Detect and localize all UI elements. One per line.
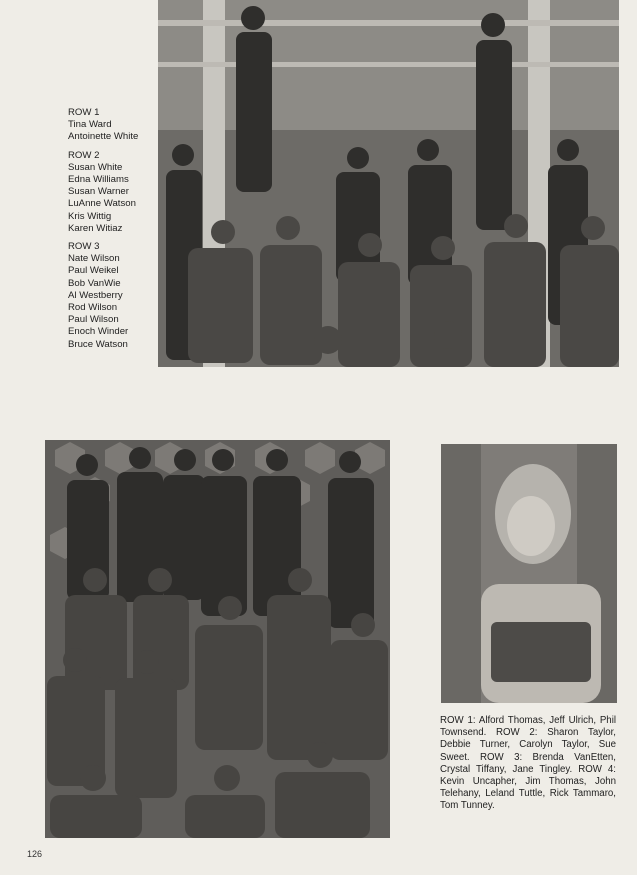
bottom-photo-caption: ROW 1: Alford Thomas, Jeff Ulrich, Phil Townsend. ROW 2: Sharon Taylor, Debbie Turner, Carolyn Taylor, Sue Sweet. ROW 3: Brenda VanEtten, Crystal Tiffany, Jane Tingley. ROW 4: Kevin Uncapher, Jim Thomas, John Telehany, Leland Tuttle, Rick Tammaro, Tom Tunney. xyxy=(440,715,616,812)
caption-name: Paul Weikel xyxy=(68,265,119,277)
caption-name: LuAnne Watson xyxy=(68,198,136,210)
caption-name: Al Westberry xyxy=(68,289,123,301)
caption-name: Antoinette White xyxy=(68,131,139,143)
caption-name: Tina Ward xyxy=(68,119,112,131)
caption-row-heading: ROW 2 xyxy=(68,149,100,161)
caption-name: Bob VanWie xyxy=(68,277,121,289)
caption-name: Nate Wilson xyxy=(68,253,120,265)
caption-name: Karen Witiaz xyxy=(68,222,123,234)
top-group-photo-graphic xyxy=(158,0,619,367)
caption-name: Rod Wilson xyxy=(68,302,118,314)
portrait-photo-graphic xyxy=(441,444,617,703)
caption-name: Kris Wittig xyxy=(68,210,112,222)
bottom-group-photo xyxy=(45,440,390,838)
caption-row-heading: ROW 1 xyxy=(68,107,100,118)
caption-row-heading: ROW 3 xyxy=(68,241,100,253)
top-group-photo xyxy=(158,0,619,367)
page-number: 126 xyxy=(27,849,43,859)
caption-name: Susan White xyxy=(68,161,123,173)
caption-name: Paul Wilson xyxy=(68,314,119,326)
caption-name: Edna Williams xyxy=(68,174,129,186)
caption-name: Enoch Winder xyxy=(68,326,129,338)
portrait-photo xyxy=(441,444,617,703)
caption-name: Bruce Watson xyxy=(68,338,128,350)
bottom-group-photo-graphic xyxy=(45,440,390,838)
caption-name: Susan Warner xyxy=(68,186,129,198)
top-photo-caption xyxy=(68,107,158,351)
